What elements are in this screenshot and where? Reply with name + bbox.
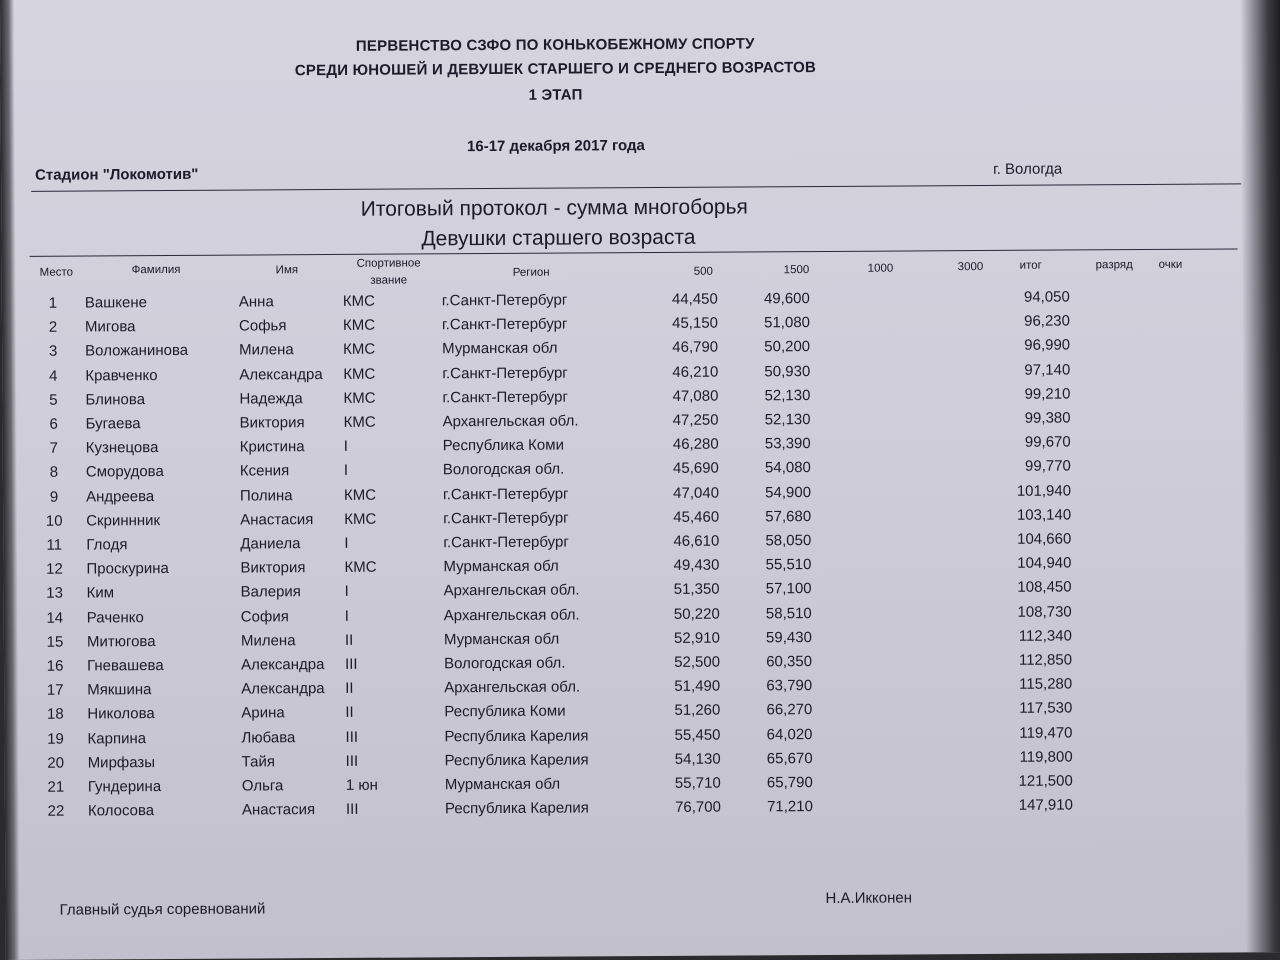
col-total: итог xyxy=(1019,259,1042,272)
place-cell: 19 xyxy=(47,730,64,748)
name-cell: Анастасия xyxy=(240,510,314,529)
col-1500: 1500 xyxy=(783,264,810,277)
rank-cell: II xyxy=(345,680,354,698)
total-cell: 104,940 xyxy=(1017,554,1072,572)
rank-cell: КМС xyxy=(344,558,377,577)
total-cell: 121,500 xyxy=(1018,772,1073,790)
time-1500-cell: 63,790 xyxy=(766,677,813,695)
time-1500-cell: 59,430 xyxy=(765,628,812,647)
total-cell: 112,340 xyxy=(1018,627,1072,645)
col-rank-line1: Спортивное xyxy=(356,257,421,270)
time-500-cell: 51,490 xyxy=(674,677,721,696)
name-cell: Виктория xyxy=(239,414,305,432)
place-cell: 4 xyxy=(49,367,58,385)
time-1500-cell: 54,080 xyxy=(764,459,811,477)
rank-cell: II xyxy=(345,704,354,722)
rank-cell: КМС xyxy=(343,341,376,359)
surname-cell: Колосова xyxy=(87,802,155,820)
region-cell: Вологодская обл. xyxy=(444,654,566,673)
time-500-cell: 47,250 xyxy=(672,411,719,429)
region-cell: Архангельская обл. xyxy=(444,678,581,697)
surname-cell: Кузнецова xyxy=(85,439,159,457)
col-rank-line2: звание xyxy=(370,274,408,287)
name-cell: Валерия xyxy=(240,583,301,601)
col-name: Имя xyxy=(275,264,299,277)
name-cell: Ксения xyxy=(239,462,290,480)
surname-cell: Скриннник xyxy=(86,511,161,530)
time-500-cell: 45,150 xyxy=(672,314,719,333)
name-cell: Софья xyxy=(238,317,287,335)
time-500-cell: 46,280 xyxy=(672,435,719,454)
region-cell: Республика Карелия xyxy=(444,799,589,818)
surname-cell: Воложанинова xyxy=(85,342,189,360)
time-500-cell: 46,210 xyxy=(672,363,719,381)
place-cell: 9 xyxy=(49,488,59,506)
time-500-cell: 51,260 xyxy=(674,702,721,720)
city: г. Вологда xyxy=(993,160,1063,178)
col-1000: 1000 xyxy=(867,262,894,275)
rank-cell: КМС xyxy=(343,365,376,383)
place-cell: 5 xyxy=(49,391,58,409)
time-500-cell: 55,710 xyxy=(674,774,721,792)
time-500-cell: 51,350 xyxy=(673,581,720,599)
rank-cell: III xyxy=(345,655,358,673)
time-1500-cell: 71,210 xyxy=(767,798,813,816)
place-cell: 15 xyxy=(46,633,64,651)
total-cell: 115,280 xyxy=(1019,675,1073,693)
surname-cell: Мигова xyxy=(84,318,136,336)
name-cell: Виктория xyxy=(240,559,306,577)
surname-cell: Андреева xyxy=(85,487,155,506)
col-place: Место xyxy=(39,266,74,279)
surname-cell: Глодя xyxy=(86,536,128,554)
venue: Стадион "Локомотив" xyxy=(35,165,199,184)
rank-cell: II xyxy=(344,631,354,649)
chief-judge-name: Н.А.Икконен xyxy=(825,889,913,907)
surname-cell: Гневашева xyxy=(87,657,164,675)
surname-cell: Сморудова xyxy=(85,463,164,481)
total-cell: 119,800 xyxy=(1019,748,1073,766)
name-cell: Александра xyxy=(239,365,323,384)
place-cell: 11 xyxy=(46,536,63,554)
place-cell: 22 xyxy=(47,802,65,820)
name-cell: Александра xyxy=(241,656,325,674)
name-cell: Даниела xyxy=(240,535,301,553)
time-500-cell: 46,790 xyxy=(672,339,719,357)
region-cell: г.Санкт-Петербург xyxy=(443,533,569,552)
name-cell: София xyxy=(240,607,289,626)
time-1500-cell: 50,200 xyxy=(764,338,811,356)
time-1500-cell: 66,270 xyxy=(766,701,813,719)
rank-cell: I xyxy=(344,583,349,601)
time-500-cell: 47,040 xyxy=(673,484,720,502)
rank-cell: III xyxy=(345,728,359,746)
time-500-cell: 52,500 xyxy=(674,653,721,671)
place-cell: 10 xyxy=(45,512,63,530)
region-cell: Республика Карелия xyxy=(444,751,589,770)
time-1500-cell: 52,130 xyxy=(764,411,811,429)
region-cell: Республика Карелия xyxy=(444,727,589,745)
place-cell: 3 xyxy=(48,343,58,361)
name-cell: Полина xyxy=(239,486,293,505)
time-500-cell: 76,700 xyxy=(675,798,721,817)
total-cell: 99,210 xyxy=(1024,385,1071,403)
time-1500-cell: 53,390 xyxy=(764,435,811,453)
time-1500-cell: 52,130 xyxy=(764,386,811,405)
time-1500-cell: 58,050 xyxy=(765,532,812,550)
total-cell: 101,940 xyxy=(1016,482,1072,500)
place-cell: 1 xyxy=(48,294,58,312)
event-date: 16-17 декабря 2017 года xyxy=(466,137,645,156)
total-cell: 108,730 xyxy=(1017,603,1072,621)
time-500-cell: 44,450 xyxy=(671,290,718,308)
name-cell: Арина xyxy=(241,704,285,722)
rank-cell: I xyxy=(344,607,349,625)
sheet-shadow-right xyxy=(1240,0,1280,952)
region-cell: Мурманская обл xyxy=(443,557,559,576)
place-cell: 2 xyxy=(48,318,58,336)
surname-cell: Гундерина xyxy=(87,778,162,796)
place-cell: 18 xyxy=(46,706,64,724)
rank-cell: I xyxy=(343,438,348,456)
name-cell: Тайя xyxy=(241,753,276,771)
place-cell: 21 xyxy=(47,778,65,796)
col-surname: Фамилия xyxy=(131,263,181,277)
name-cell: Анастасия xyxy=(241,801,316,819)
time-1500-cell: 57,680 xyxy=(765,507,812,526)
group-title: Девушки старшего возраста xyxy=(421,225,696,251)
stage-label: 1 ЭТАП xyxy=(528,86,583,104)
rank-cell: КМС xyxy=(343,389,376,407)
championship-subtitle: СРЕДИ ЮНОШЕЙ И ДЕВУШЕК СТАРШЕГО И СРЕДНЕГО ВОЗРАСТОВ xyxy=(294,59,817,80)
place-cell: 17 xyxy=(46,681,64,699)
region-cell: Мурманская обл xyxy=(442,339,558,358)
surname-cell: Бугаева xyxy=(85,415,141,433)
name-cell: Надежда xyxy=(239,389,303,408)
col-rank xyxy=(354,257,424,287)
total-cell: 99,380 xyxy=(1024,409,1071,427)
time-500-cell: 54,130 xyxy=(674,750,721,768)
time-500-cell: 55,450 xyxy=(674,726,721,744)
total-cell: 119,470 xyxy=(1019,724,1073,742)
total-cell: 147,910 xyxy=(1018,796,1073,814)
place-cell: 6 xyxy=(49,415,58,433)
total-cell: 103,140 xyxy=(1016,506,1072,524)
name-cell: Милена xyxy=(240,632,296,650)
championship-title: ПЕРВЕНСТВО СЗФО ПО КОНЬКОБЕЖНОМУ СПОРТУ xyxy=(355,35,755,55)
rank-cell: КМС xyxy=(343,413,376,431)
rank-cell: КМС xyxy=(343,486,377,504)
total-cell: 96,230 xyxy=(1024,312,1071,330)
total-cell: 104,660 xyxy=(1017,530,1072,548)
time-1500-cell: 58,510 xyxy=(765,604,812,622)
rank-cell: 1 юн xyxy=(345,776,378,794)
time-1500-cell: 51,080 xyxy=(764,314,811,332)
col-points: очки xyxy=(1158,258,1183,271)
surname-cell: Митюгова xyxy=(86,632,156,651)
surname-cell: Карпина xyxy=(87,729,147,748)
time-1500-cell: 55,510 xyxy=(765,556,812,574)
name-cell: Милена xyxy=(239,341,294,359)
place-cell: 16 xyxy=(46,657,64,675)
surname-cell: Кравченко xyxy=(85,366,158,385)
time-500-cell: 47,080 xyxy=(672,387,719,405)
rank-cell: III xyxy=(345,752,359,770)
time-1500-cell: 54,900 xyxy=(765,483,812,501)
time-1500-cell: 64,020 xyxy=(766,725,813,743)
total-cell: 94,050 xyxy=(1023,288,1070,306)
region-cell: г.Санкт-Петербург xyxy=(441,291,568,310)
rank-cell: КМС xyxy=(344,510,377,528)
total-cell: 112,850 xyxy=(1018,651,1073,669)
region-cell: г.Санкт-Петербург xyxy=(442,364,568,382)
place-cell: 12 xyxy=(46,560,63,578)
name-cell: Анна xyxy=(238,293,274,311)
region-cell: Республика Коми xyxy=(442,436,564,455)
total-cell: 96,990 xyxy=(1024,336,1071,355)
rank-cell: I xyxy=(344,534,349,552)
col-region: Регион xyxy=(512,266,550,279)
time-1500-cell: 49,600 xyxy=(763,290,810,308)
table-row xyxy=(5,796,1205,825)
region-cell: Архангельская обл. xyxy=(443,606,580,624)
time-500-cell: 52,910 xyxy=(673,629,720,647)
surname-cell: Раченко xyxy=(86,608,144,627)
name-cell: Любава xyxy=(241,728,296,747)
surname-cell: Николова xyxy=(87,705,155,723)
total-cell: 108,450 xyxy=(1017,578,1072,597)
name-cell: Александра xyxy=(241,680,325,698)
total-cell: 99,670 xyxy=(1024,433,1071,451)
col-category: разряд xyxy=(1095,259,1133,272)
time-500-cell: 45,690 xyxy=(672,460,719,478)
protocol-title: Итоговый протокол - сумма многоборья xyxy=(360,195,748,221)
region-cell: г.Санкт-Петербург xyxy=(443,509,569,528)
region-cell: г.Санкт-Петербург xyxy=(442,485,569,503)
time-1500-cell: 50,930 xyxy=(764,362,811,380)
time-1500-cell: 60,350 xyxy=(766,653,813,671)
place-cell: 8 xyxy=(49,464,59,482)
col-3000: 3000 xyxy=(957,260,984,274)
chief-judge-label: Главный судья соревнований xyxy=(59,900,266,919)
rank-cell: I xyxy=(343,462,349,480)
place-cell: 13 xyxy=(46,585,64,603)
region-cell: г.Санкт-Петербург xyxy=(441,315,568,334)
time-500-cell: 46,610 xyxy=(673,532,720,550)
place-cell: 14 xyxy=(46,609,64,627)
region-cell: Вологодская обл. xyxy=(442,460,565,479)
region-cell: Архангельская обл. xyxy=(442,412,579,431)
time-1500-cell: 65,790 xyxy=(766,774,813,792)
surname-cell: Мирфазы xyxy=(87,753,156,772)
header-divider xyxy=(31,183,1241,191)
region-cell: Мурманская обл xyxy=(443,630,560,649)
rank-cell: КМС xyxy=(342,316,376,335)
rank-cell: КМС xyxy=(342,292,375,310)
total-cell: 99,770 xyxy=(1024,457,1071,476)
col-500: 500 xyxy=(693,265,713,278)
region-cell: г.Санкт-Петербург xyxy=(442,388,568,407)
surname-cell: Мякшина xyxy=(87,681,152,699)
time-500-cell: 50,220 xyxy=(673,605,720,623)
name-cell: Ольга xyxy=(241,777,284,795)
name-cell: Кристина xyxy=(239,438,305,456)
total-cell: 117,530 xyxy=(1019,699,1073,718)
region-cell: Архангельская обл. xyxy=(443,581,580,600)
surname-cell: Проскурина xyxy=(86,560,169,578)
time-1500-cell: 57,100 xyxy=(765,580,812,598)
time-1500-cell: 65,670 xyxy=(766,749,813,768)
rank-cell: III xyxy=(345,801,359,819)
surname-cell: Вашкене xyxy=(84,294,147,312)
surname-cell: Ким xyxy=(86,584,115,602)
time-500-cell: 45,460 xyxy=(673,508,720,526)
region-cell: Мурманская обл xyxy=(444,775,561,794)
place-cell: 20 xyxy=(47,754,65,772)
region-cell: Республика Коми xyxy=(444,702,566,721)
place-cell: 7 xyxy=(49,439,58,457)
total-cell: 97,140 xyxy=(1024,361,1071,379)
time-500-cell: 49,430 xyxy=(673,556,720,575)
surname-cell: Блинова xyxy=(85,390,146,409)
